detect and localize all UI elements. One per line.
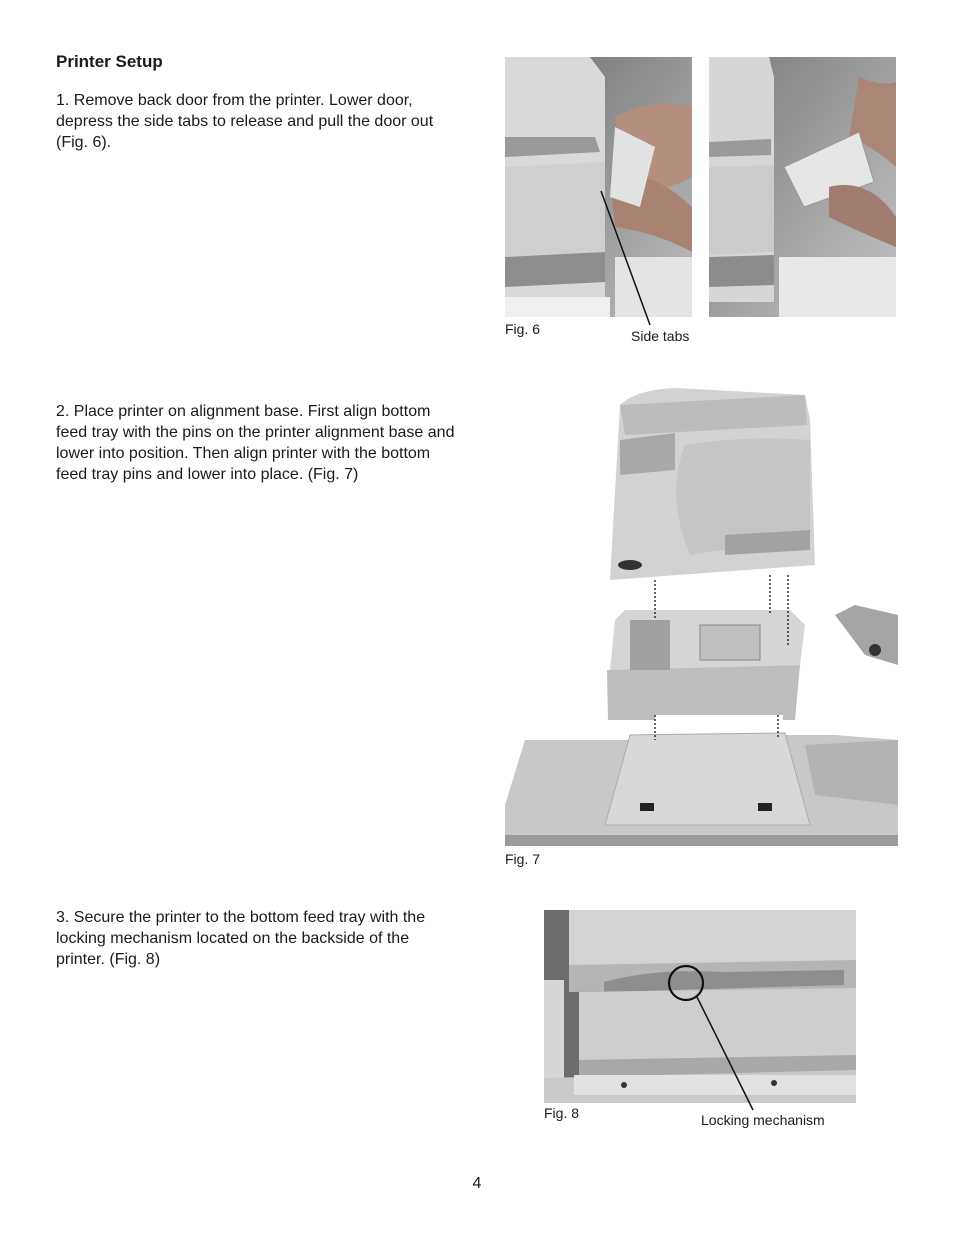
fig8-callout-line xyxy=(660,960,760,1115)
fig7-photo xyxy=(505,385,898,846)
page-heading: Printer Setup xyxy=(56,52,163,71)
fig6-label: Fig. 6 xyxy=(505,321,541,337)
fig7-label: Fig. 7 xyxy=(505,851,541,867)
fig6-callout-line xyxy=(595,185,655,330)
fig6-photo-right xyxy=(709,57,896,317)
page-number: 4 xyxy=(472,1175,482,1192)
step-2-text: 2. Place printer on alignment base. First align bottom feed tray with the pins on the printer alignment base and lower into position. Then align printer with the bottom feed tray pins and lower into place. (Fig. 7) xyxy=(56,403,455,483)
fig8-label: Fig. 8 xyxy=(544,1105,580,1121)
fig8-callout-label: Locking mechanism xyxy=(701,1112,825,1128)
step-3-text: 3. Secure the printer to the bottom feed tray with the locking mechanism located on the backside of the printer. (Fig. 8) xyxy=(56,909,426,968)
fig6-callout-label: Side tabs xyxy=(631,328,690,344)
step-1-text: 1. Remove back door from the printer. Lower door, depress the side tabs to release and pull the door out (Fig. 6). xyxy=(56,92,434,151)
